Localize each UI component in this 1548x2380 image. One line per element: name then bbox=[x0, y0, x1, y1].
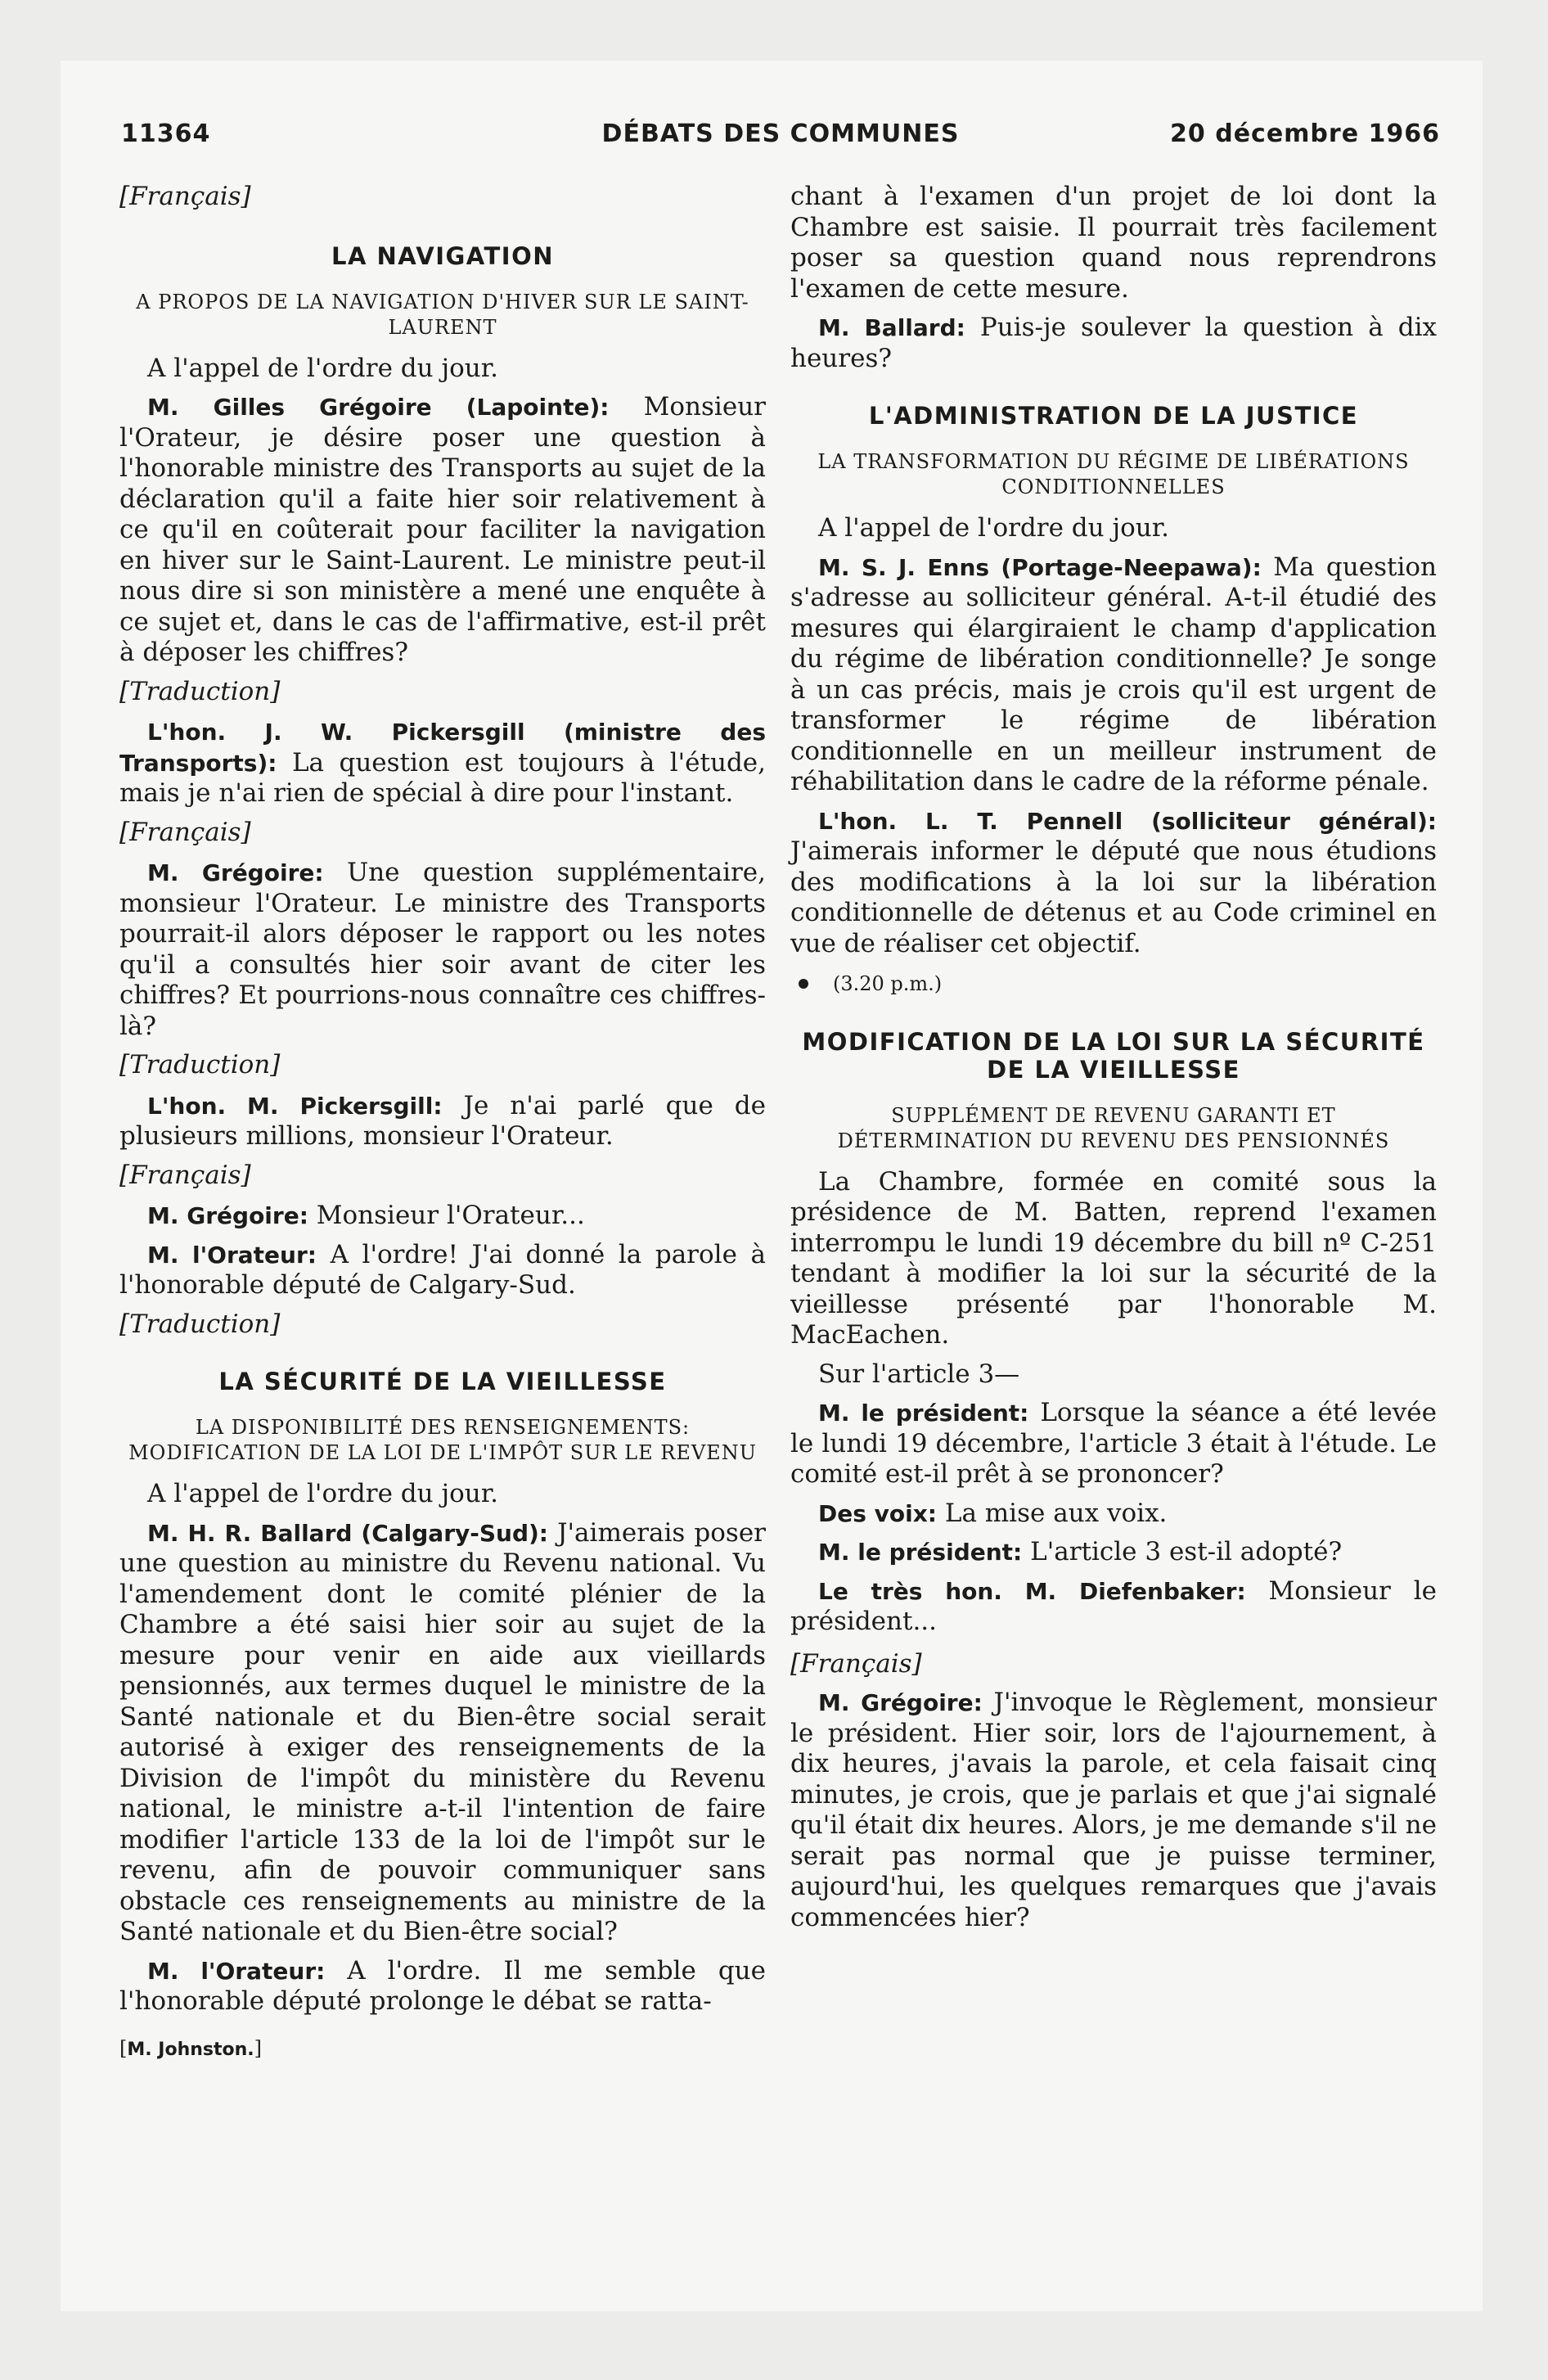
speaker-name: Le très hon. M. Diefenbaker: bbox=[818, 1577, 1246, 1605]
speaker-name: M. Grégoire: bbox=[818, 1689, 983, 1716]
bullet-dot-icon bbox=[799, 979, 808, 989]
speaker-name: Des voix: bbox=[818, 1499, 937, 1527]
issue-date: 20 décembre 1966 bbox=[1170, 119, 1440, 148]
speech-text: J'aimerais informer le député que nous étudions des modifications à la loi sur la libération conditionnelle de détenus et au Code criminel en vue de réaliser cet objectif. bbox=[790, 836, 1437, 958]
speech-paragraph bbox=[790, 806, 1437, 960]
speaker-name: M. l'Orateur: bbox=[147, 1957, 326, 1985]
language-marker: [Traduction] bbox=[119, 1050, 281, 1080]
section-subheading: SUPPLÉMENT DE REVENU GARANTI ET DÉTERMINATION DU REVENU DES PENSIONNÉS bbox=[837, 1103, 1390, 1152]
speech-text: Monsieur l'Orateur... bbox=[308, 1201, 585, 1230]
paragraph: A l'appel de l'ordre du jour. bbox=[818, 513, 1169, 543]
language-marker: [Français] bbox=[119, 182, 251, 211]
speech-paragraph bbox=[119, 1956, 766, 2017]
speaker-name: M. Grégoire: bbox=[147, 859, 324, 886]
speech-text: A l'ordre! J'ai donné la parole à l'honorable député de Calgary-Sud. bbox=[119, 1239, 766, 1300]
language-marker: [Traduction] bbox=[119, 676, 281, 706]
speech-text: Lorsque la séance a été levée le lundi 19 décembre, l'article 3 était à l'étude. Le comité est-il prêt à se prononcer? bbox=[790, 1398, 1437, 1489]
speech-paragraph bbox=[790, 1499, 1437, 1530]
section-subheading: LA DISPONIBILITÉ DES RENSEIGNEMENTS: MODIFICATION DE LA LOI DE L'IMPÔT SUR LE REVENU bbox=[128, 1416, 757, 1464]
section-heading: L'ADMINISTRATION DE LA JUSTICE bbox=[868, 402, 1359, 430]
language-marker: [Traduction] bbox=[119, 1309, 281, 1339]
paragraph: La Chambre, formée en comité sous la présidence de M. Batten, reprend l'examen interrompu le lundi 19 décembre du bill nº C-251 tendant à modifier la loi sur la sécurité de la vieillesse présenté par l'honorable M. MacEachen. bbox=[790, 1166, 1437, 1350]
speaker-name: M. H. R. Ballard (Calgary-Sud): bbox=[147, 1519, 549, 1547]
speech-paragraph bbox=[790, 1688, 1437, 1933]
running-head bbox=[121, 119, 1440, 156]
section-subheading: LA TRANSFORMATION DU RÉGIME DE LIBÉRATIONS CONDITIONNELLES bbox=[817, 450, 1410, 498]
section-heading: MODIFICATION DE LA LOI SUR LA SÉCURITÉ DE LA VIEILLESSE bbox=[802, 1027, 1425, 1084]
speech-paragraph bbox=[119, 1518, 766, 1948]
speech-paragraph bbox=[119, 1201, 766, 1232]
speech-paragraph bbox=[119, 1091, 766, 1152]
language-marker: [Français] bbox=[119, 817, 251, 847]
speaker-name: M. S. J. Enns (Portage-Neepawa): bbox=[818, 553, 1262, 581]
speech-paragraph bbox=[790, 1398, 1437, 1490]
speaker-signoff: [M. Johnston.] bbox=[119, 2036, 263, 2060]
speaker-name: L'hon. J. W. Pickersgill (ministre des Transports): bbox=[119, 719, 766, 777]
speaker-name: M. le président: bbox=[818, 1539, 1023, 1566]
speaker-name: L'hon. L. T. Pennell (solliciteur général): bbox=[818, 807, 1437, 835]
speech-paragraph bbox=[119, 392, 766, 669]
speech-text: Je n'ai parlé que de plusieurs millions, monsieur l'Orateur. bbox=[119, 1090, 766, 1151]
speaker-name: M. Grégoire: bbox=[147, 1202, 308, 1229]
journal-title: DÉBATS DES COMMUNES bbox=[601, 119, 960, 148]
speaker-name: M. l'Orateur: bbox=[147, 1241, 317, 1269]
left-column bbox=[119, 182, 766, 2065]
section-heading: LA NAVIGATION bbox=[331, 241, 554, 270]
paragraph: Sur l'article 3— bbox=[818, 1359, 1020, 1389]
speech-paragraph bbox=[790, 313, 1437, 374]
speech-paragraph bbox=[119, 1240, 766, 1301]
right-column bbox=[790, 182, 1437, 1941]
paragraph: A l'appel de l'ordre du jour. bbox=[147, 353, 498, 383]
speech-paragraph bbox=[790, 552, 1437, 798]
speech-paragraph bbox=[119, 717, 766, 809]
speech-text: La question est toujours à l'étude, mais je n'ai rien de spécial à dire pour l'instant. bbox=[119, 747, 766, 808]
speech-text: A l'ordre. Il me semble que l'honorable député prolonge le débat se ratta- bbox=[119, 1955, 766, 2016]
section-heading: LA SÉCURITÉ DE LA VIEILLESSE bbox=[218, 1368, 667, 1395]
signoff-name: M. Johnston. bbox=[127, 2039, 254, 2060]
section-subheading: A PROPOS DE LA NAVIGATION D'HIVER SUR LE SAINT-LAURENT bbox=[136, 290, 749, 339]
speaker-name: M. Gilles Grégoire (Lapointe): bbox=[147, 394, 610, 421]
paragraph: A l'appel de l'ordre du jour. bbox=[147, 1479, 498, 1508]
language-marker: [Français] bbox=[119, 1160, 251, 1190]
time-marker: (3.20 p.m.) bbox=[790, 969, 1437, 1000]
speaker-name: M. le président: bbox=[818, 1400, 1029, 1427]
speech-text: J'invoque le Règlement, monsieur le président. Hier soir, lors de l'ajournement, à dix heures, j'avais la parole, et cela faisait cinq minutes, je crois, que je parlais et que j'ai signalé qu'il était dix heures. Alors, je me demande s'il ne serait pas normal que je puisse terminer, aujourd'hui, les quelques remarques que j'avais commencées hier? bbox=[790, 1688, 1437, 1932]
speaker-name: L'hon. M. Pickersgill: bbox=[147, 1092, 443, 1120]
speech-text: Monsieur l'Orateur, je désire poser une question à l'honorable ministre des Transports au sujet de la déclaration qu'il a faite hier soir relativement à ce qu'il en coûterait pour faciliter la navigation en hiver sur le Saint-Laurent. Le ministre peut-il nous dire si son ministère a mené une enquête à ce sujet et, dans le cas de l'affirmative, est-il prêt à déposer les chiffres? bbox=[119, 392, 766, 667]
page-number: 11364 bbox=[121, 119, 211, 148]
speech-text: Une question supplémentaire, monsieur l'Orateur. Le ministre des Transports pourrait-il alors déposer le rapport ou les notes qu'il a consultés hier soir avant de citer les chiffres? Et pourrions-nous connaître ces chiffres-là? bbox=[119, 858, 766, 1041]
speech-text: Puis-je soulever la question à dix heures? bbox=[790, 313, 1437, 373]
language-marker: [Français] bbox=[790, 1648, 922, 1679]
speech-text: L'article 3 est-il adopté? bbox=[1022, 1537, 1343, 1566]
speech-text: Ma question s'adresse au solliciteur général. A-t-il étudié des mesures qui élargiraient le champ d'application du régime de libération conditionnelle? Je songe à un cas précis, mais je crois qu'il est urgent de transformer le régime de libération conditionnelle en un meilleur instrument de réhabilitation dans le cadre de la réforme pénale. bbox=[790, 552, 1438, 796]
speaker-name: M. Ballard: bbox=[818, 314, 965, 341]
speech-text: Monsieur le président... bbox=[790, 1575, 1437, 1636]
speech-paragraph bbox=[790, 1537, 1437, 1568]
speech-paragraph bbox=[790, 1576, 1437, 1638]
speech-text: J'aimerais poser une question au ministre du Revenu national. Vu l'amendement dont le comité plénier de la Chambre a été saisi hier soir au sujet de la mesure pour venir en aide aux vieillards pensionnés, aux termes duquel le ministre de la Santé nationale et du Bien-être social serait autorisé à exiger des renseignements de la Division de l'impôt du ministère du Revenu national, le ministre a-t-il l'intention de faire modifier l'article 133 de la loi de l'impôt sur le revenu, afin de pouvoir communiquer sans obstacle ces renseignements au ministre de la Santé nationale et du Bien-être social? bbox=[119, 1517, 766, 1946]
speech-paragraph bbox=[119, 858, 766, 1042]
speech-text: La mise aux voix. bbox=[937, 1498, 1168, 1528]
paragraph-continuation: chant à l'examen d'un projet de loi dont la Chambre est saisie. Il pourrait très facilement poser sa question quand nous reprendrons l'examen de cette mesure. bbox=[790, 182, 1437, 304]
